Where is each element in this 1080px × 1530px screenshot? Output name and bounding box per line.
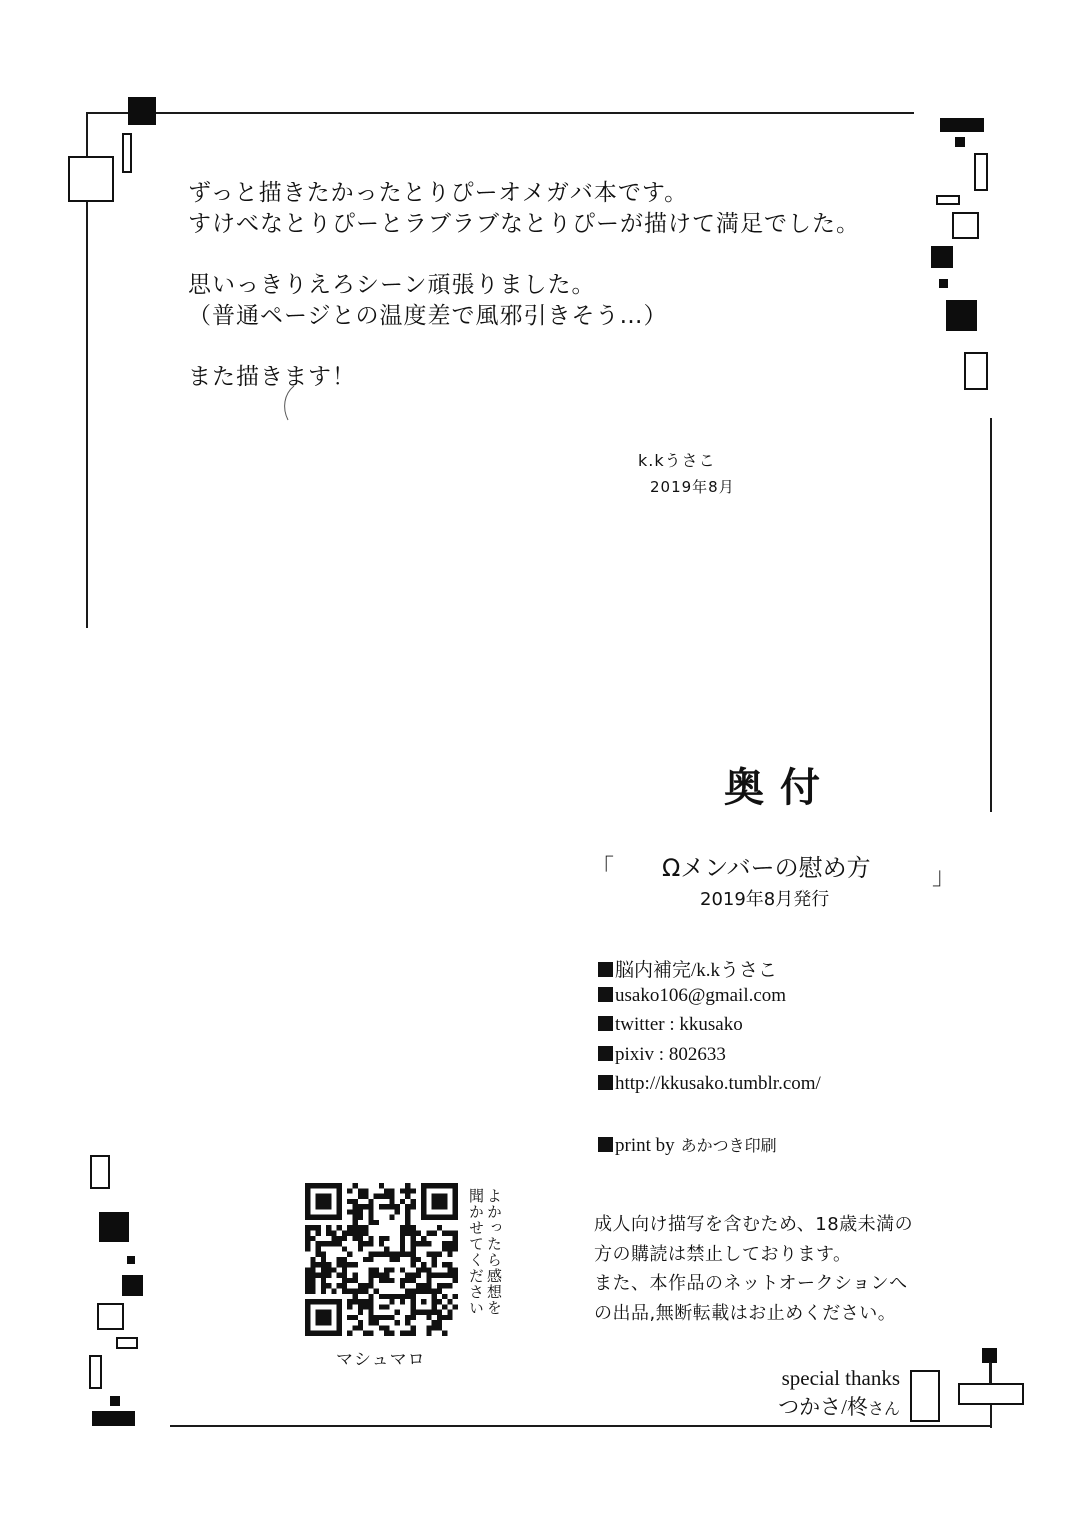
thanks-names-row <box>778 1393 900 1424</box>
ornament-dot <box>955 137 965 147</box>
credit-pixiv: pixiv : 802633 <box>615 1043 726 1065</box>
colophon-heading: 奥付 <box>724 765 836 811</box>
notice-line: の出品,無断転載はお止めください。 <box>594 1302 897 1324</box>
notice-line: 方の購読は禁止しております。 <box>594 1243 852 1265</box>
ornament-dot <box>127 1256 135 1264</box>
ornament-bar <box>910 1370 940 1422</box>
bracket-open: 「 <box>590 854 614 882</box>
credit-row <box>598 1014 821 1044</box>
square-bullet-icon <box>598 987 613 1002</box>
thanks-names: つかさ/柊 <box>778 1395 868 1419</box>
credit-row <box>598 985 821 1015</box>
credit-url: http://kkusako.tumblr.com/ <box>615 1073 821 1094</box>
qr-caption: マシュマロ <box>336 1350 426 1370</box>
book-title: Ωメンバーの慰め方 <box>662 854 871 882</box>
credit-email: usako106@gmail.com <box>615 984 787 1006</box>
square-bullet-icon <box>598 1016 613 1031</box>
afterword-line: 思いっきりえろシーン頑張りました。 <box>188 272 596 298</box>
pencil-stroke <box>280 384 300 424</box>
ornament-bar <box>964 352 988 390</box>
credit-row <box>598 1073 821 1103</box>
ornament-square <box>68 156 114 202</box>
ornament-bar <box>122 133 132 173</box>
ornament-square <box>128 97 156 125</box>
ornament-bar <box>116 1337 138 1349</box>
publish-date: 2019年8月発行 <box>700 889 830 910</box>
ornament-connector <box>989 1362 991 1384</box>
credit-row <box>598 1044 821 1074</box>
ornament-dot <box>110 1396 120 1406</box>
square-bullet-icon <box>598 1137 613 1152</box>
afterword-line: ずっと描きたかったとりぴーオメガバ本です。 <box>188 180 689 206</box>
ornament-square <box>946 300 977 331</box>
square-bullet-icon <box>598 1046 613 1061</box>
credit-twitter: twitter : kkusako <box>615 1014 743 1035</box>
printer-name: あかつき印刷 <box>680 1137 777 1155</box>
ornament-bar <box>89 1355 102 1389</box>
credits-list <box>598 955 821 1162</box>
ornament-bar <box>958 1383 1024 1405</box>
age-notice <box>594 1210 954 1328</box>
thanks-label: special thanks <box>781 1366 900 1390</box>
frame-top-line <box>88 112 914 114</box>
credit-author: 脳内補完/k.kうさこ <box>615 960 778 981</box>
credit-row <box>598 1133 821 1163</box>
ornament-dot <box>982 1348 997 1363</box>
afterword-date: 2019年8月 <box>650 478 735 496</box>
credit-row <box>598 955 821 985</box>
bracket-close: 」 <box>932 862 956 890</box>
ornament-bar <box>936 195 960 205</box>
ornament-square <box>99 1212 129 1242</box>
frame-bottom-line <box>170 1425 992 1427</box>
ornament-bar <box>940 118 984 132</box>
ornament-square <box>122 1275 143 1296</box>
afterword <box>188 178 908 393</box>
signature: k.kうさこ <box>638 451 716 470</box>
notice-line: また、本作品のネットオークションへ <box>594 1273 908 1294</box>
afterword-line: また描きます！ <box>188 364 356 390</box>
afterword-line: （普通ページとの温度差で風邪引きそう…） <box>188 303 668 329</box>
ornament-dot <box>939 279 948 288</box>
notice-line: 成人向け描写を含むため、18歳未満の <box>594 1214 914 1235</box>
book-title-row <box>590 848 960 890</box>
qr-message: よかったら感想を聞かせてください <box>467 1188 503 1316</box>
ornament-square <box>97 1303 124 1330</box>
square-bullet-icon <box>598 962 613 977</box>
afterword-line: すけべなとりぴーとラブラブなとりぴーが描けて満足でした。 <box>188 211 860 237</box>
ornament-bar <box>92 1411 135 1426</box>
ornament-bar <box>974 153 988 191</box>
frame-right-line <box>990 418 992 812</box>
square-bullet-icon <box>598 1075 613 1090</box>
ornament-square <box>931 246 953 268</box>
ornament-bar <box>90 1155 110 1189</box>
ornament-square <box>952 212 979 239</box>
print-label: print by <box>615 1134 675 1156</box>
thanks-honorific: さん <box>867 1401 900 1418</box>
special-thanks <box>778 1364 900 1424</box>
qr-code[interactable] <box>303 1183 460 1336</box>
